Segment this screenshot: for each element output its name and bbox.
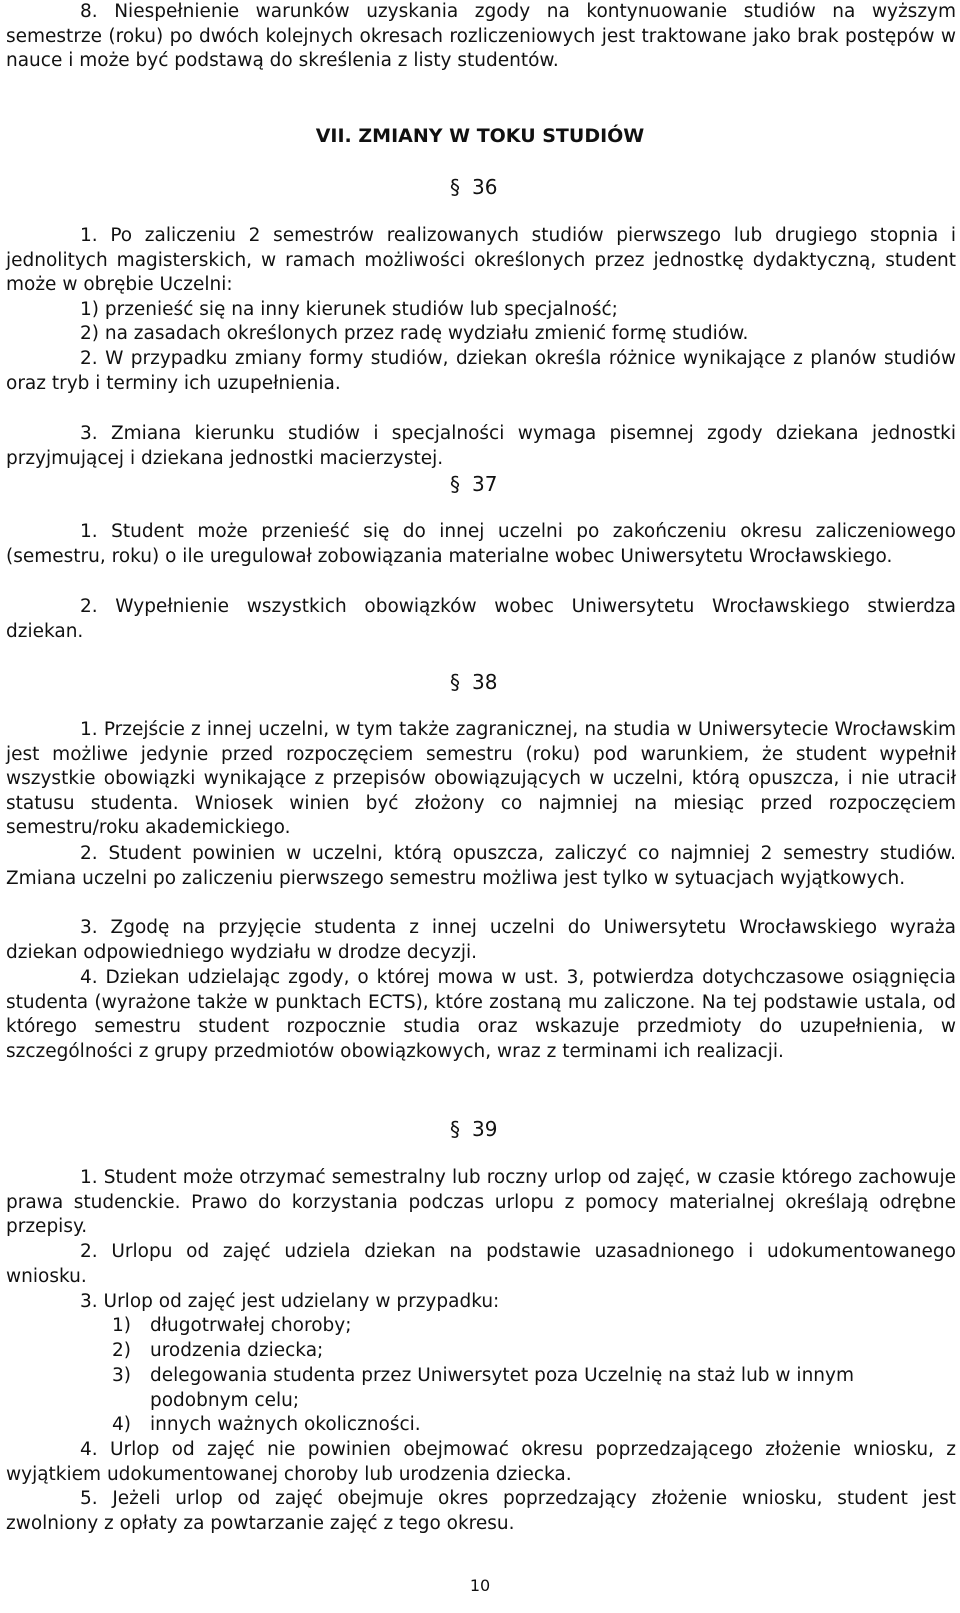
s36-paragraph-2: 2. W przypadku zmiany formy studiów, dziekan określa różnice wynikające z planów studiów oraz tryb i terminy ich uzupełnienia.	[6, 348, 956, 394]
s39-paragraph-3: 3. Urlop od zajęć jest udzielany w przypadku:	[80, 1291, 500, 1312]
section-sign-icon: §	[450, 1117, 460, 1141]
section-37-heading: § 37	[450, 472, 498, 496]
s38-paragraph-4: 4. Dziekan udzielając zgody, o której mowa w ust. 3, potwierdza dotychczasowe osiągnięcia studenta (wyrażone także w punktach ECTS), które zostaną mu zaliczone. Na tej podstawie ustala, od którego semestru student rozpocznie studia oraz wskazuje przedmioty do uzupełnienia, w szczególności z grupy przedmiotów obowiązkowych, wraz z terminami ich realizacji.	[6, 967, 956, 1062]
section-sign-icon: §	[450, 175, 460, 199]
section-39-heading: § 39	[450, 1117, 498, 1141]
s39-paragraph-4: 4. Urlop od zajęć nie powinien obejmować okresu poprzedzającego złożenie wniosku, z wyjątkiem udokumentowanej choroby lub urodzenia dziecka.	[6, 1439, 956, 1485]
s37-paragraph-2: 2. Wypełnienie wszystkich obowiązków wobec Uniwersytetu Wrocławskiego stwierdza dziekan.	[6, 596, 956, 642]
section-38-heading: § 38	[450, 670, 498, 694]
document-page: 8. Niespełnienie warunków uzyskania zgody na kontynuowanie studiów na wyższym semestrze (roku) po dwóch kolejnych okresach rozliczeniowych jest traktowane jako brak postępów w nauce i może być podstawą do skreślenia z listy studentów. VII. ZMIANY W TOKU STUDIÓW § 36 1. Po zaliczeniu 2 semestrów realizowanych studiów pierwszego lub drugiego stopnia i jednolitych magisterskich, w ramach możliwości określonych przez jednostkę dydaktyczną, student może w obrębie Uczelni: 1) przenieść się na inny kierunek studiów lub specjalność; 2) na zasadach określonych przez radę wydziału zmienić formę studiów. 2. W przypadku zmiany formy studiów, dziekan określa różnice wynikające z planów studiów oraz tryb i terminy ich uzupełnienia. 3. Zmiana kierunku studiów i specjalności wymaga pisemnej zgody dziekana jednostki przyjmującej i dziekana jednostki macierzystej. § 37 1. Student może przenieść się do innej uczelni po zakończeniu okresu zaliczeniowego (semestru, roku) o ile uregulował zobowiązania materialne wobec Uniwersytetu Wrocławskiego. 2. Wypełnienie wszystkich obowiązków wobec Uniwersytetu Wrocławskiego stwierdza dziekan. § 38 1. Przejście z innej uczelni, w tym także zagranicznej, na studia w Uniwersytecie Wrocławskim jest możliwe jedynie przed rozpoczęciem semestru (roku) pod warunkiem, że student wypełnił wszystkie obowiązki wynikające z przepisów obowiązujących w uczelni, którą opuszcza, i nie utracił statusu studenta. Wniosek winien być złożony co najmniej na miesiąc przed rozpoczęciem semestru/roku akademickiego. 2. Student powinien w uczelni, którą opuszcza, zaliczyć co najmniej 2 semestry studiów. Zmiana uczelni po zaliczeniu pierwszego semestru możliwa jest tylko w sytuacjach wyjątkowych. 3. Zgodę na przyjęcie studenta z innej uczelni do Uniwersytetu Wrocławskiego wyraża dziekan odpowiedniego wydziału w drodze decyzji. 4. Dziekan udzielając zgody, o której mowa w ust. 3, potwierdza dotychczasowe osiągnięcia studenta (wyrażone także w punktach ECTS), które zostaną mu zaliczone. Na tej podstawie ustala, od którego semestru student rozpocznie studia oraz wskazuje przedmioty do uzupełnienia, w szczególności z grupy przedmiotów obowiązkowych, wraz z terminami ich realizacji. § 39 1. Student może otrzymać semestralny lub roczny urlop od zajęć, w czasie którego zachowuje prawa studenckie. Prawo do korzystania podczas urlopu z pomocy materialnej określają odrębne przepisy. 2. Urlopu od zajęć udziela dziekan na podstawie uzasadnionego i udokumentowanego wniosku. 3. Urlop od zajęć jest udzielany w przypadku: 1) długotrwałej choroby; 2) urodzenia dziecka; 3) delegowania studenta przez Uniwersytet poza Uczelnię na staż lub w innym podobnym celu; 4) innych ważnych okoliczności. 4. Urlop od zajęć nie powinien obejmować okresu poprzedzającego złożenie wniosku, z wyjątkiem udokumentowanej choroby lub urodzenia dziecka. 5. Jeżeli urlop od zajęć obejmuje okres poprzedzający złożenie wniosku, student jest zwolniony z opłaty za powtarzanie zajęć z tego okresu. 10	[0, 0, 960, 1613]
section-sign-icon: §	[450, 670, 460, 694]
s36-paragraph-1: 1. Po zaliczeniu 2 semestrów realizowanych studiów pierwszego lub drugiego stopnia i jednolitych magisterskich, w ramach możliwości określonych przez jednostkę dydaktyczną, student może w obrębie Uczelni:	[6, 225, 956, 296]
s39-paragraph-2: 2. Urlopu od zajęć udziela dziekan na podstawie uzasadnionego i udokumentowanego wniosku.	[6, 1241, 956, 1287]
s38-paragraph-1: 1. Przejście z innej uczelni, w tym także zagranicznej, na studia w Uniwersytecie Wrocławskim jest możliwe jedynie przed rozpoczęciem semestru (roku) pod warunkiem, że student wypełnił wszystkie obowiązki wynikające z przepisów obowiązujących w uczelni, którą opuszcza, i nie utracił statusu studenta. Wniosek winien być złożony co najmniej na miesiąc przed rozpoczęciem semestru/roku akademickiego.	[6, 719, 956, 839]
s36-list-item-1: 1) przenieść się na inny kierunek studiów lub specjalność;	[80, 299, 618, 320]
section-36-heading: § 36	[450, 175, 498, 199]
s39-paragraph-1: 1. Student może otrzymać semestralny lub roczny urlop od zajęć, w czasie którego zachowuje prawa studenckie. Prawo do korzystania podczas urlopu z pomocy materialnej określają odrębne przepisy.	[6, 1167, 956, 1238]
s38-paragraph-2: 2. Student powinien w uczelni, którą opuszcza, zaliczyć co najmniej 2 semestry studiów. Zmiana uczelni po zaliczeniu pierwszego semestru możliwa jest tylko w sytuacjach wyjątkowych.	[6, 843, 956, 889]
section-sign-icon: §	[450, 472, 460, 496]
s38-paragraph-3: 3. Zgodę na przyjęcie studenta z innej uczelni do Uniwersytetu Wrocławskiego wyraża dziekan odpowiedniego wydziału w drodze decyzji.	[6, 917, 956, 963]
s36-paragraph-3: 3. Zmiana kierunku studiów i specjalności wymaga pisemnej zgody dziekana jednostki przyjmującej i dziekana jednostki macierzystej.	[6, 423, 956, 469]
s36-list-item-2: 2) na zasadach określonych przez radę wydziału zmienić formę studiów.	[80, 323, 749, 344]
paragraph-8: 8. Niespełnienie warunków uzyskania zgody na kontynuowanie studiów na wyższym semestrze (roku) po dwóch kolejnych okresach rozliczeniowych jest traktowane jako brak postępów w nauce i może być podstawą do skreślenia z listy studentów.	[6, 1, 956, 72]
chapter-heading: VII. ZMIANY W TOKU STUDIÓW	[315, 125, 645, 147]
s37-paragraph-1: 1. Student może przenieść się do innej uczelni po zakończeniu okresu zaliczeniowego (semestru, roku) o ile uregulował zobowiązania materialne wobec Uniwersytetu Wrocławskiego.	[6, 521, 956, 567]
s39-paragraph-5: 5. Jeżeli urlop od zajęć obejmuje okres poprzedzający złożenie wniosku, student jest zwolniony z opłaty za powtarzanie zajęć z tego okresu.	[6, 1488, 956, 1534]
page-number: 10	[469, 1576, 491, 1595]
